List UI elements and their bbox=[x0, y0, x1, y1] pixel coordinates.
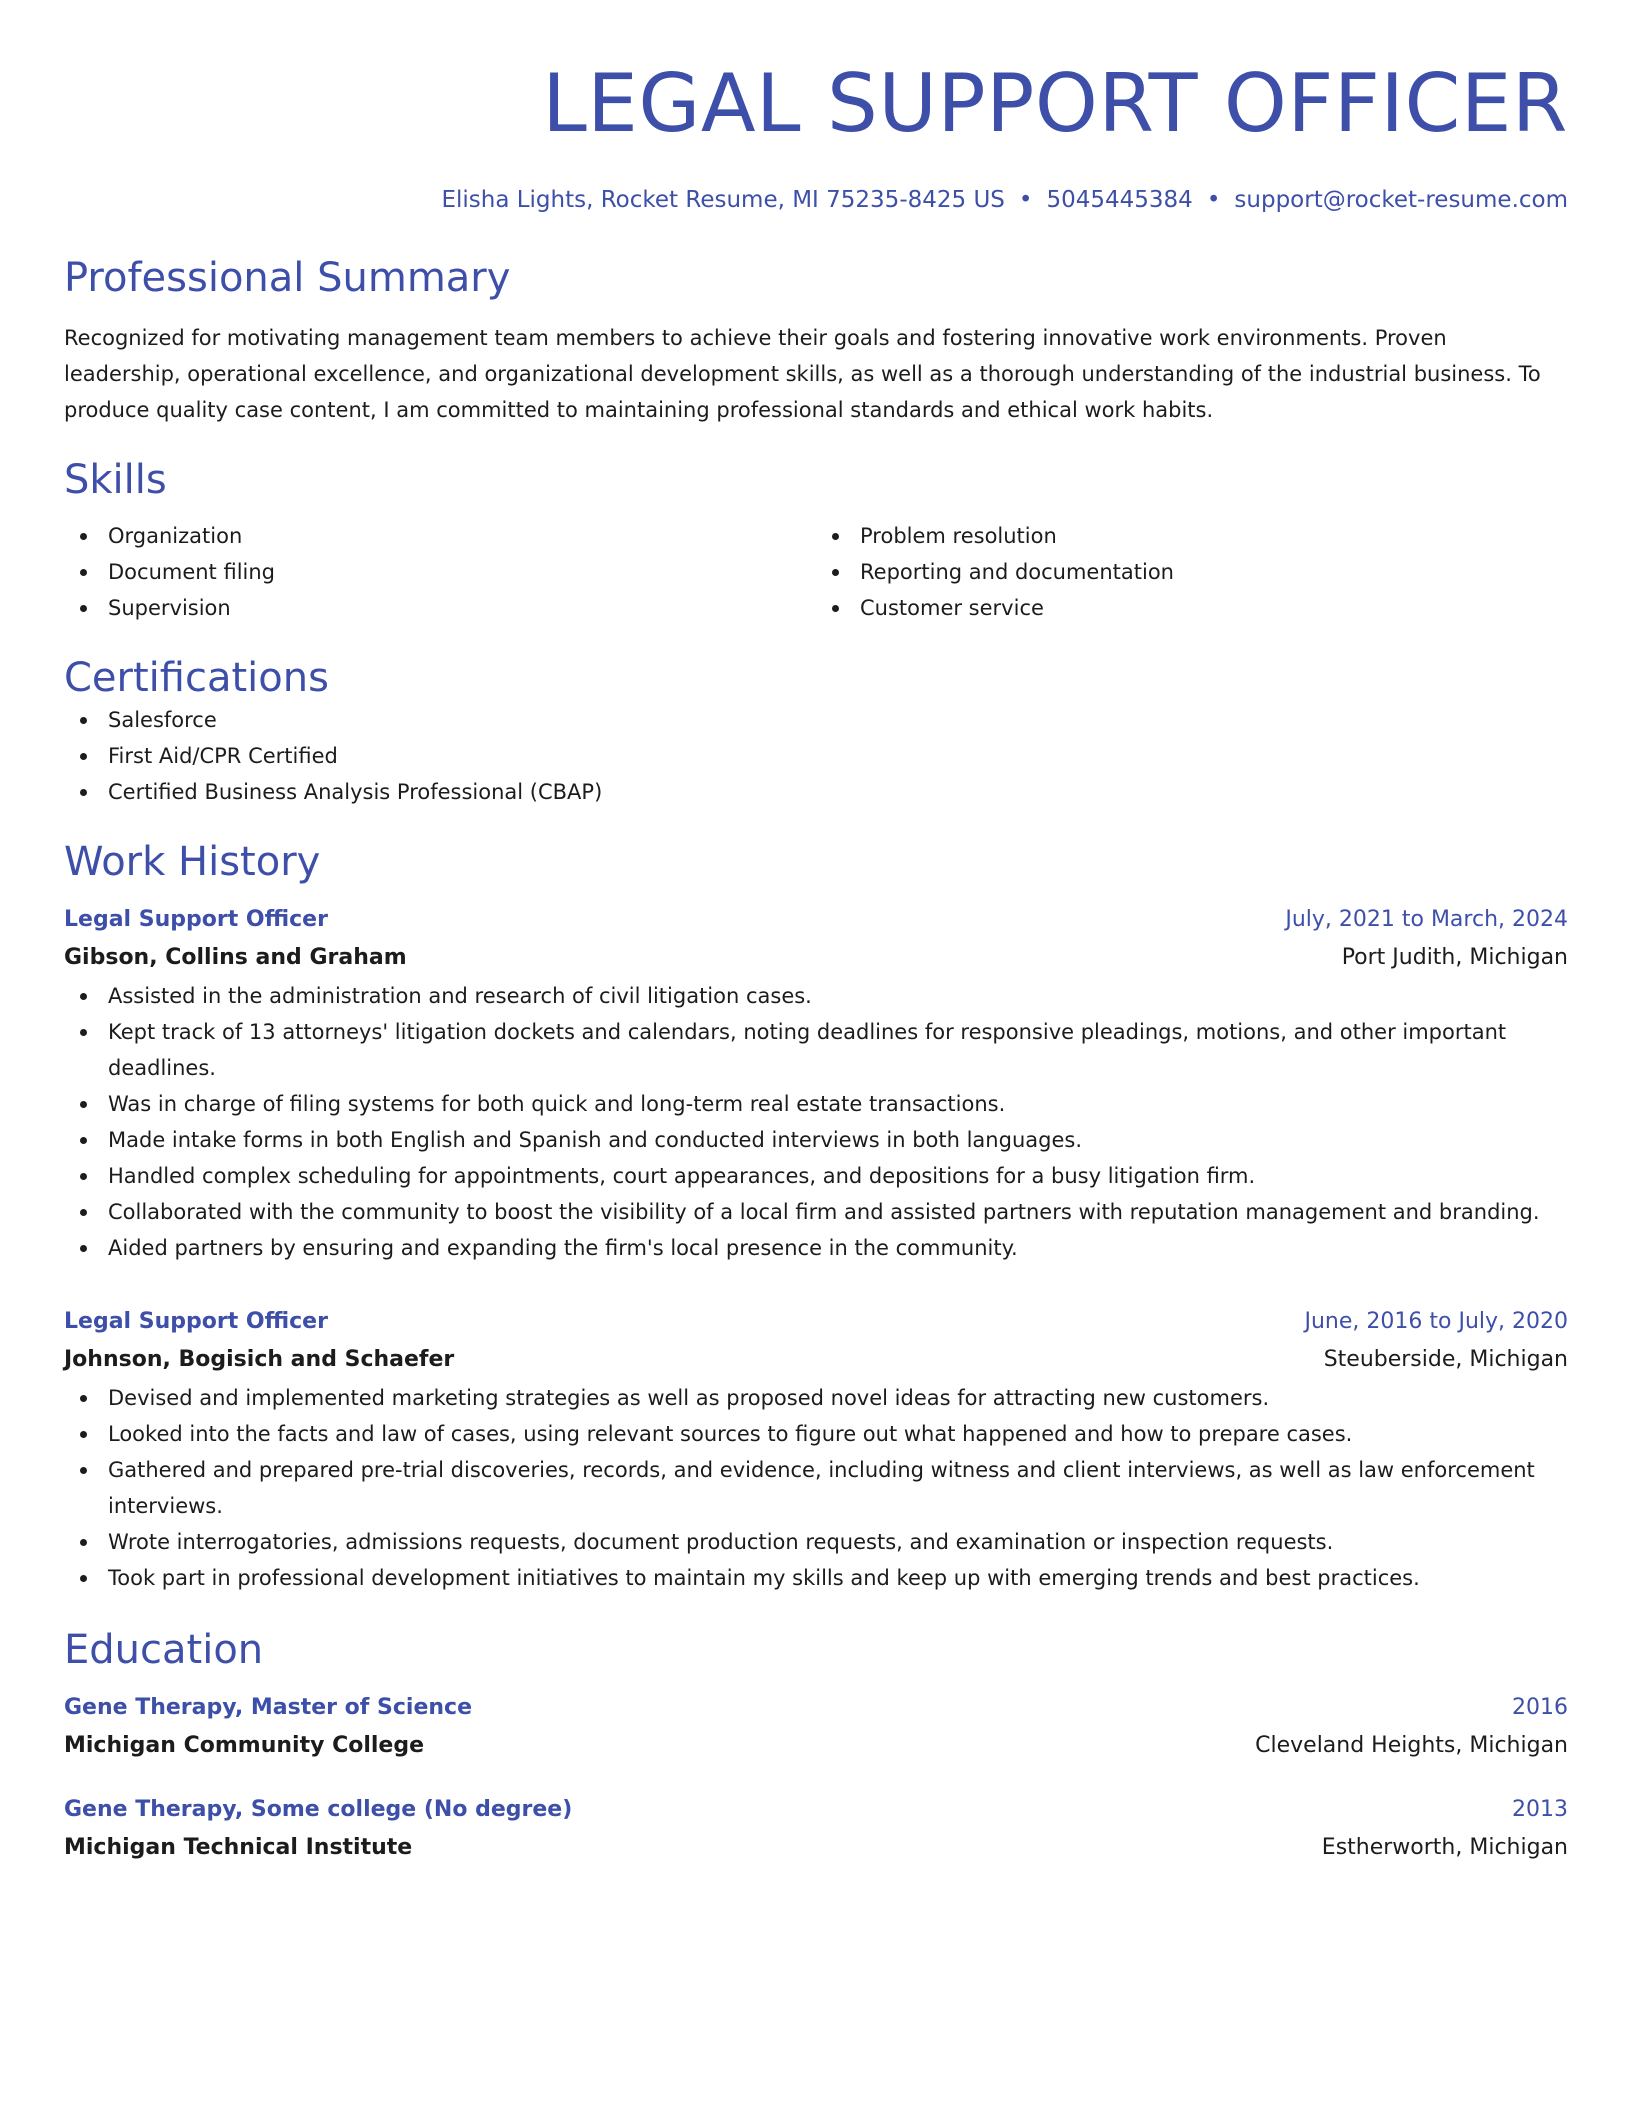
education-school: Michigan Technical Institute bbox=[64, 1835, 413, 1860]
bullet-dot bbox=[832, 533, 839, 540]
summary-heading: Professional Summary bbox=[64, 255, 511, 301]
skill-item: Reporting and documentation bbox=[860, 560, 1174, 584]
bullet-dot bbox=[80, 1431, 87, 1438]
list-item bbox=[64, 1122, 1568, 1158]
bullet-dot bbox=[80, 1029, 87, 1036]
list-item bbox=[816, 590, 1568, 626]
contact-separator: • bbox=[1206, 187, 1221, 213]
page-title: LEGAL SUPPORT OFFICER bbox=[542, 57, 1568, 150]
education-school: Michigan Community College bbox=[64, 1733, 425, 1758]
job-employer: Gibson, Collins and Graham bbox=[64, 945, 407, 970]
certification-item: First Aid/CPR Certified bbox=[108, 744, 338, 768]
job-title: Legal Support Officer bbox=[64, 1309, 328, 1334]
skills-column-left bbox=[64, 518, 816, 626]
job-location: Port Judith, Michigan bbox=[1341, 945, 1568, 970]
certifications-list bbox=[64, 702, 1568, 810]
list-item bbox=[64, 774, 1568, 810]
list-item bbox=[64, 554, 816, 590]
contact-email: support@rocket-resume.com bbox=[1234, 187, 1568, 213]
bullet-dot bbox=[80, 1137, 87, 1144]
skills-column-right bbox=[816, 518, 1568, 626]
education-heading: Education bbox=[64, 1627, 264, 1673]
bullet-dot bbox=[80, 1173, 87, 1180]
summary-text: Recognized for motivating management team members to achieve their goals and fostering innovative work environments. Proven leadership, operational excellence, and organizational development skills, as well as a thorough understanding of the industrial business. To produce quality case content, I am committed to maintaining professional standards and ethical work habits. bbox=[64, 326, 1541, 422]
education-entry bbox=[64, 1690, 1568, 1766]
work-history-section bbox=[64, 838, 1568, 1596]
work-history-heading: Work History bbox=[64, 839, 321, 885]
job-bullet-text: Wrote interrogatories, admissions requests, document production requests, and examination or inspection requests. bbox=[108, 1530, 1334, 1554]
list-item bbox=[816, 518, 1568, 554]
skills-list-left bbox=[64, 518, 816, 626]
list-item bbox=[64, 1524, 1568, 1560]
list-item bbox=[816, 554, 1568, 590]
job-bullet-text: Looked into the facts and law of cases, using relevant sources to figure out what happened and how to prepare cases. bbox=[108, 1422, 1353, 1446]
skill-item: Organization bbox=[108, 524, 243, 548]
education-degree: Gene Therapy, Some college (No degree) bbox=[64, 1797, 573, 1822]
job-location: Steuberside, Michigan bbox=[1323, 1347, 1568, 1372]
job-bullets bbox=[64, 978, 1568, 1266]
job-dates: July, 2021 to March, 2024 bbox=[1285, 907, 1568, 932]
bullet-dot bbox=[80, 1209, 87, 1216]
job-bullet-text: Kept track of 13 attorneys' litigation dockets and calendars, noting deadlines for responsive pleadings, motions, and other important deadlines. bbox=[108, 1020, 1507, 1080]
list-item bbox=[64, 590, 816, 626]
education-header-row bbox=[64, 1690, 1568, 1726]
list-item bbox=[64, 1452, 1568, 1524]
skills-section bbox=[64, 456, 1568, 626]
education-year: 2013 bbox=[1512, 1797, 1568, 1822]
certifications-section bbox=[64, 654, 1568, 810]
education-header-row bbox=[64, 1792, 1568, 1828]
list-item bbox=[64, 1014, 1568, 1086]
job-bullet-text: Devised and implemented marketing strategies as well as proposed novel ideas for attracting new customers. bbox=[108, 1386, 1270, 1410]
job-bullet-text: Collaborated with the community to boost the visibility of a local firm and assisted partners with reputation management and branding. bbox=[108, 1200, 1540, 1224]
bullet-dot bbox=[80, 1395, 87, 1402]
skill-item: Problem resolution bbox=[860, 524, 1057, 548]
bullet-dot bbox=[80, 789, 87, 796]
list-item bbox=[64, 738, 1568, 774]
skills-grid bbox=[64, 518, 1568, 626]
list-item bbox=[64, 1560, 1568, 1596]
job-employer-row bbox=[64, 938, 1568, 978]
bullet-dot bbox=[80, 533, 87, 540]
job-bullet-text: Aided partners by ensuring and expanding the firm's local presence in the community. bbox=[108, 1236, 1018, 1260]
bullet-dot bbox=[832, 605, 839, 612]
bullet-dot bbox=[80, 993, 87, 1000]
job-employer-row bbox=[64, 1340, 1568, 1380]
list-item bbox=[64, 978, 1568, 1014]
bullet-dot bbox=[80, 1467, 87, 1474]
bullet-dot bbox=[80, 717, 87, 724]
education-entry bbox=[64, 1792, 1568, 1868]
job-bullet-text: Was in charge of filing systems for both quick and long-term real estate transactions. bbox=[108, 1092, 1006, 1116]
list-item bbox=[64, 1158, 1568, 1194]
certifications-heading: Certifications bbox=[64, 655, 329, 701]
job-bullet-text: Gathered and prepared pre-trial discoveries, records, and evidence, including witness and client interviews, as well as law enforcement interviews. bbox=[108, 1458, 1535, 1518]
education-school-row bbox=[64, 1828, 1568, 1868]
list-item bbox=[64, 1086, 1568, 1122]
bullet-dot bbox=[80, 569, 87, 576]
job-bullet-text: Took part in professional development initiatives to maintain my skills and keep up with emerging trends and best practices. bbox=[108, 1566, 1420, 1590]
contact-separator: • bbox=[1018, 187, 1033, 213]
education-school-row bbox=[64, 1726, 1568, 1766]
education-degree: Gene Therapy, Master of Science bbox=[64, 1695, 472, 1720]
summary-section bbox=[64, 254, 1568, 428]
bullet-dot bbox=[832, 569, 839, 576]
bullet-dot bbox=[80, 1245, 87, 1252]
certification-item: Salesforce bbox=[108, 708, 217, 732]
skill-item: Document filing bbox=[108, 560, 276, 584]
education-section bbox=[64, 1626, 1568, 1868]
education-year: 2016 bbox=[1512, 1695, 1568, 1720]
bullet-dot bbox=[80, 1101, 87, 1108]
skills-list-right bbox=[816, 518, 1568, 626]
list-item bbox=[64, 1416, 1568, 1452]
job-bullet-text: Assisted in the administration and research of civil litigation cases. bbox=[108, 984, 812, 1008]
list-item bbox=[64, 1194, 1568, 1230]
skill-item: Customer service bbox=[860, 596, 1044, 620]
job-header-row bbox=[64, 1304, 1568, 1340]
job-bullet-text: Made intake forms in both English and Spanish and conducted interviews in both languages. bbox=[108, 1128, 1082, 1152]
list-item bbox=[64, 518, 816, 554]
contact-address: Elisha Lights, Rocket Resume, MI 75235-8425 US bbox=[441, 187, 1005, 213]
list-item bbox=[64, 702, 1568, 738]
list-item bbox=[64, 1230, 1568, 1266]
skills-heading: Skills bbox=[64, 457, 167, 503]
bullet-dot bbox=[80, 1575, 87, 1582]
job-employer: Johnson, Bogisich and Schaefer bbox=[64, 1347, 455, 1372]
job-dates: June, 2016 to July, 2020 bbox=[1304, 1309, 1568, 1334]
job-bullet-text: Handled complex scheduling for appointments, court appearances, and depositions for a busy litigation firm. bbox=[108, 1164, 1256, 1188]
job-header-row bbox=[64, 902, 1568, 938]
job-bullets bbox=[64, 1380, 1568, 1596]
education-location: Cleveland Heights, Michigan bbox=[1255, 1733, 1568, 1758]
contact-line bbox=[64, 184, 1568, 216]
bullet-dot bbox=[80, 753, 87, 760]
skill-item: Supervision bbox=[108, 596, 231, 620]
job-entry bbox=[64, 902, 1568, 1266]
education-location: Estherworth, Michigan bbox=[1321, 1835, 1568, 1860]
list-item bbox=[64, 1380, 1568, 1416]
job-entry bbox=[64, 1304, 1568, 1596]
bullet-dot bbox=[80, 1539, 87, 1546]
bullet-dot bbox=[80, 605, 87, 612]
certification-item: Certified Business Analysis Professional (CBAP) bbox=[108, 780, 603, 804]
contact-phone: 5045445384 bbox=[1046, 187, 1193, 213]
job-title: Legal Support Officer bbox=[64, 907, 328, 932]
